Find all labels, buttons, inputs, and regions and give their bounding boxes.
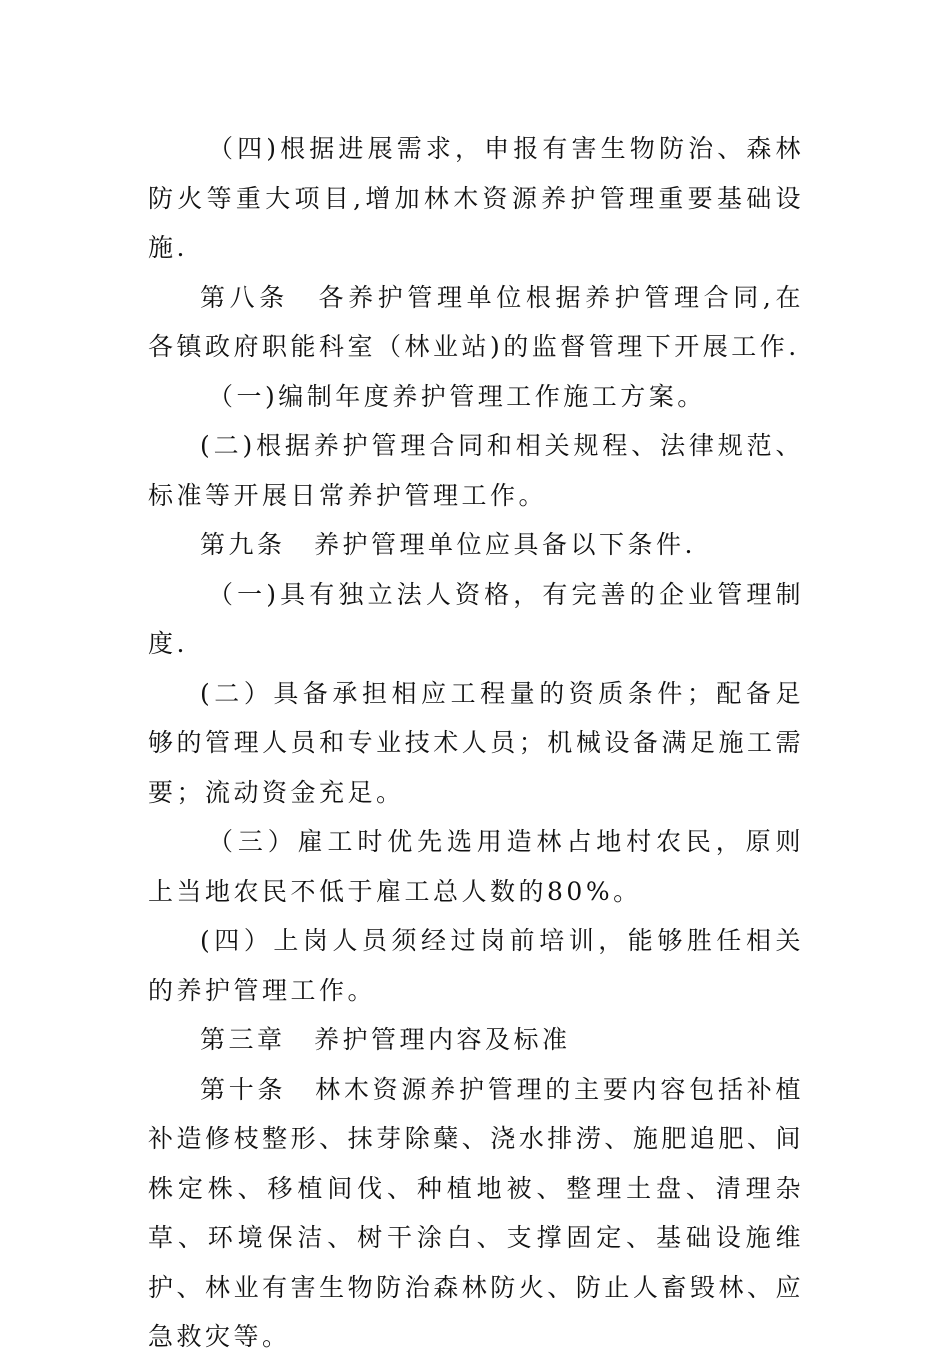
paragraph-article-10: 第十条 林木资源养护管理的主要内容包括补植补造修枝整形、抹芽除蘖、浇水排涝、施肥追肥、间株定株、移植间伐、种植地被、整理土盘、清理杂草、环境保洁、树干涂白、支撑固定、基础设施维护、林业有害生物防治森林防火、防止人畜毁林、应急救灾等。 [148, 1074, 804, 1351]
chapter-3-heading: 第三章 养护管理内容及标准 [200, 1025, 571, 1054]
paragraph-article-9-item-1: （一)具有独立法人资格，有完善的企业管理制度. [148, 579, 804, 658]
document-body [148, 124, 804, 1362]
paragraph-article-9-item-4: (四）上岗人员须经过岗前培训，能够胜任相关的养护管理工作。 [148, 926, 804, 1005]
paragraph-article-9-item-3: （三）雇工时优先选用造林占地村农民，原则上当地农民不低于雇工总人数的80%。 [148, 827, 804, 906]
paragraph-article-9: 第九条 养护管理单位应具备以下条件. [200, 530, 696, 559]
paragraph-article-9-item-2: (二）具备承担相应工程量的资质条件；配备足够的管理人员和专业技术人员；机械设备满足施工需要；流动资金充足。 [148, 678, 804, 807]
paragraph-article-8-item-2: (二)根据养护管理合同和相关规程、法律规范、标准等开展日常养护管理工作。 [148, 431, 804, 510]
paragraph-clause-7-item-4: （四)根据进展需求，申报有害生物防治、森林防火等重大项目,增加林木资源养护管理重要基础设施. [148, 134, 804, 262]
paragraph-article-8: 第八条 各养护管理单位根据养护管理合同,在各镇政府职能科室（林业站)的监督管理下开展工作. [148, 282, 804, 361]
paragraph-article-8-item-1: （一)编制年度养护管理工作施工方案。 [208, 381, 706, 411]
